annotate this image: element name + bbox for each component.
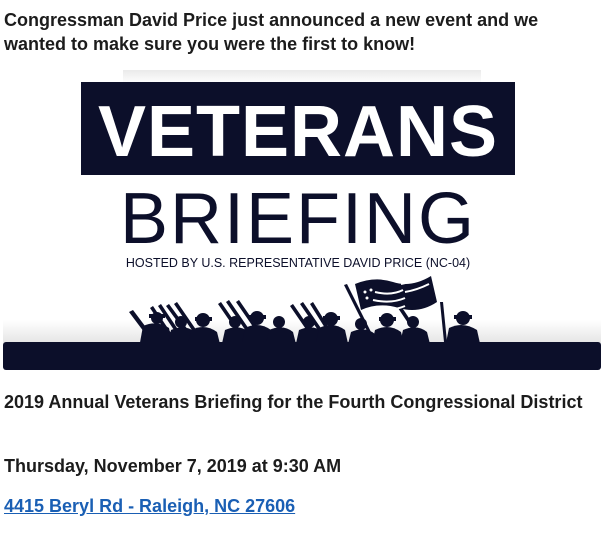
banner-top-shade xyxy=(123,70,481,84)
banner-bottom-bar xyxy=(3,342,601,370)
event-datetime: Thursday, November 7, 2019 at 9:30 AM xyxy=(4,456,342,476)
event-title: 2019 Annual Veterans Briefing for the Fourth Congressional District xyxy=(4,392,583,412)
event-banner-image xyxy=(3,70,601,374)
intro-text: Congressman David Price just announced a new event and we wanted to make sure you were the first to know! xyxy=(4,10,539,54)
event-address-link[interactable]: 4415 Beryl Rd - Raleigh, NC 27606 xyxy=(4,496,296,516)
banner-headline: VETERANS xyxy=(97,92,499,172)
flag-graphic xyxy=(355,276,437,310)
banner-hosted-by: HOSTED BY U.S. REPRESENTATIVE DAVID PRICE (NC-04) xyxy=(125,256,471,270)
banner-subheadline: BRIEFING xyxy=(119,179,477,259)
